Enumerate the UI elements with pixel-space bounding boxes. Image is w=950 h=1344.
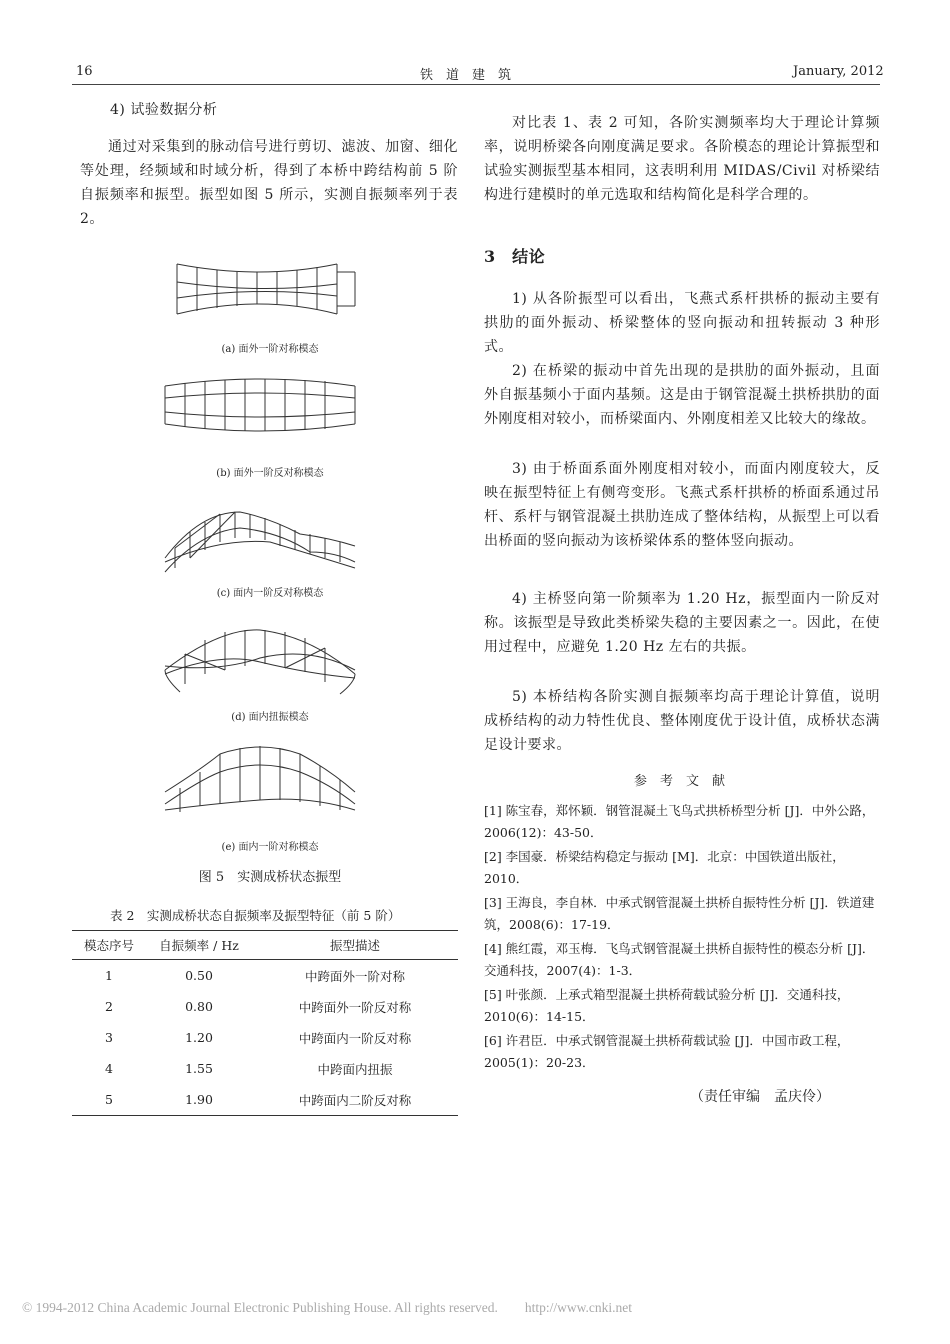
journal-name: 铁 道 建 筑 <box>420 68 512 83</box>
table-header: 振型描述 <box>252 931 458 960</box>
mode-shape-e <box>160 740 360 822</box>
conclusion-3: 3) 由于桥面系面外刚度相对较小，而面内刚度较大，反映在振型特征上有侧弯变形。飞燕式系杆拱桥的桥面系通过吊杆、系杆与钢管混凝土拱肋连成了整体结构，从振型上可以看出桥面的竖向振动为该桥梁体系的整体竖向振动。 <box>484 461 880 549</box>
figure-caption-d: (d) 面内扭振模态 <box>231 712 309 723</box>
section-title-conclusion: 3 结论 <box>484 247 546 266</box>
table-row <box>72 1053 458 1084</box>
table-cell: 4 <box>105 1061 113 1076</box>
issue-date: January, 2012 <box>793 64 884 79</box>
mode-shape-a <box>160 258 360 322</box>
copyright-footer: © 1994-2012 China Academic Journal Electronic Publishing House. All rights reserved. http://www.cnki.net <box>22 1300 633 1315</box>
left-paragraph: 通过对采集到的脉动信号进行剪切、滤波、加窗、细化等处理，经频域和时域分析，得到了本桥中跨结构前 5 阶自振频率和振型。振型如图 5 所示，实测自振频率列于表 2。 <box>80 139 458 227</box>
editor-note: （责任审编 孟庆伶） <box>690 1089 830 1105</box>
header-rule <box>72 84 880 85</box>
table-row <box>72 1022 458 1053</box>
table-cell: 中跨面外一阶对称 <box>304 968 405 984</box>
table-row <box>72 1084 458 1116</box>
page-number: 16 <box>76 64 93 79</box>
reference-item: [5] 叶张颜．上承式箱型混凝土拱桥荷载试验分析 [J]．交通科技，2010(6)：14-15． <box>484 987 850 1024</box>
table-title: 表 2 实测成桥状态自振频率及振型特征（前 5 阶） <box>110 908 401 923</box>
reference-item: [6] 许君臣．中承式钢管混凝土拱桥荷载试验 [J]．中国市政工程，2005(1)：20-23． <box>484 1033 850 1070</box>
conclusion-1: 1) 从各阶振型可以看出，飞燕式系杆拱桥的振动主要有拱肋的面外振动、桥梁整体的竖向振动和扭转振动 3 种形式。 <box>484 291 880 355</box>
figure-title: 图 5 实测成桥状态振型 <box>198 870 342 885</box>
table-cell: 0.50 <box>185 968 213 983</box>
right-intro-paragraph: 对比表 1、表 2 可知，各阶实测频率均大于理论计算频率，说明桥梁各向刚度满足要求。各阶模态的理论计算振型和试验实测振型基本相同，这表明利用 MIDAS/Civil 对桥梁结构进行建模时的单元选取和结构简化是科学合理的。 <box>484 115 880 203</box>
references-title: 参 考 文 献 <box>634 774 726 789</box>
conclusion-4: 4) 主桥竖向第一阶频率为 1.20 Hz，振型面内一阶反对称。该振型是导致此类桥梁失稳的主要因素之一。因此，在使用过程中，应避免 1.20 Hz 左右的共振。 <box>484 591 880 655</box>
table-cell: 2 <box>105 999 113 1014</box>
reference-item: [1] 陈宝春，郑怀颖．钢管混凝土飞鸟式拱桥桥型分析 [J]．中外公路，2006(12)：43-50． <box>484 803 875 840</box>
table-cell: 1 <box>105 968 113 983</box>
table-cell: 3 <box>105 1030 113 1045</box>
table-header: 模态序号 <box>72 931 146 960</box>
reference-item: [2] 李国豪．桥梁结构稳定与振动 [M]．北京：中国铁道出版社，2010． <box>484 849 845 886</box>
table-cell: 中跨面外一阶反对称 <box>298 999 412 1015</box>
figure-caption-e: (e) 面内一阶对称模态 <box>221 842 319 853</box>
reference-item: [4] 熊红霞，邓玉梅．飞鸟式钢管混凝土拱桥自振特性的模态分析 [J]．交通科技，2007(4)：1-3． <box>484 941 875 978</box>
frequency-table <box>72 930 458 1116</box>
table-cell: 1.20 <box>185 1030 213 1045</box>
table-row <box>72 991 458 1022</box>
conclusion-2: 2) 在桥梁的振动中首先出现的是拱肋的面外振动，且面外自振基频小于面内基频。这是由于钢管混凝土拱桥拱肋的面外刚度相对较小，而桥梁面内、外刚度相差又比较大的缘故。 <box>484 363 880 427</box>
table-cell: 中跨面内一阶反对称 <box>298 1030 412 1046</box>
figure-caption-c: (c) 面内一阶反对称模态 <box>216 588 324 599</box>
table-cell: 中跨面内二阶反对称 <box>252 1084 458 1116</box>
mode-shape-d <box>160 622 360 698</box>
figure-caption-a: (a) 面外一阶对称模态 <box>221 344 319 355</box>
table-cell: 0.80 <box>185 999 213 1014</box>
table-cell: 5 <box>72 1084 146 1116</box>
section-heading-4: 4) 试验数据分析 <box>110 102 218 118</box>
table-cell: 中跨面内扭振 <box>317 1061 393 1077</box>
table-cell: 1.55 <box>185 1061 213 1076</box>
mode-shape-b <box>160 378 360 434</box>
references-list <box>484 800 880 1076</box>
conclusion-5: 5) 本桥结构各阶实测自振频率均高于理论计算值，说明成桥结构的动力特性优良、整体刚度优于设计值，成桥状态满足设计要求。 <box>484 689 880 753</box>
table-row <box>72 960 458 992</box>
mode-shape-c <box>160 492 360 574</box>
table-header: 自振频率 / Hz <box>146 931 252 960</box>
figure-caption-b: (b) 面外一阶反对称模态 <box>216 468 324 479</box>
reference-item: [3] 王海良，李自林．中承式钢管混凝土拱桥自振特性分析 [J]．铁道建筑，2008(6)：17-19． <box>484 895 875 932</box>
table-cell: 1.90 <box>146 1084 252 1116</box>
